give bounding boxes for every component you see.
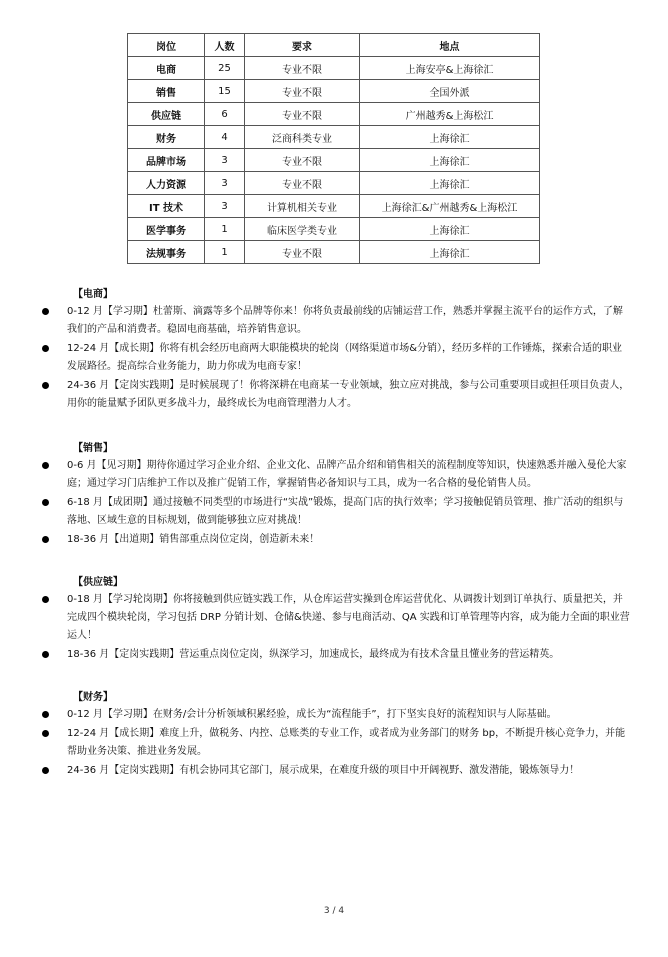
bullet-dot-icon: [42, 462, 49, 469]
section-title: 【供应链】: [73, 577, 123, 588]
cell-location: 上海徐汇: [360, 149, 540, 172]
bullet-dot-icon: [42, 730, 49, 737]
cell-role: 医学事务: [128, 218, 205, 241]
cell-location: 全国外派: [360, 80, 540, 103]
list-item: [40, 646, 632, 664]
table-row: [128, 195, 540, 218]
bullet-dot-icon: [42, 499, 49, 506]
bullet-dot-icon: [42, 711, 49, 718]
section-title: 【销售】: [73, 443, 113, 454]
table-row: [128, 218, 540, 241]
bullet-dot-icon: [42, 596, 49, 603]
cell-count: 25: [205, 57, 245, 80]
cell-requirement: 计算机相关专业: [245, 195, 360, 218]
bullet-list: [40, 706, 632, 780]
table-row: [128, 126, 540, 149]
cell-count: 4: [205, 126, 245, 149]
cell-role: 电商: [128, 57, 205, 80]
cell-requirement: 专业不限: [245, 57, 360, 80]
list-item-text: 12-24 月【成长期】难度上升，做税务、内控、总账类的专业工作，或者成为业务部门的财务 bp，不断提升核心竞争力，并能帮助业务决策、推进业务发展。: [67, 728, 626, 757]
list-item: [40, 457, 632, 493]
cell-location: 上海安亭&上海徐汇: [360, 57, 540, 80]
cell-count: 1: [205, 241, 245, 264]
cell-requirement: 专业不限: [245, 149, 360, 172]
list-item-text: 0-6 月【见习期】期待你通过学习企业介绍、企业文化、品牌产品介绍和销售相关的流程制度等知识，快速熟悉并融入曼伦大家庭；通过学习门店维护工作以及推广促销工作，掌握销售必备知识与工具，成为一名合格的曼伦销售人员。: [67, 460, 627, 489]
cell-role: 人力资源: [128, 172, 205, 195]
cell-count: 3: [205, 172, 245, 195]
cell-role: 销售: [128, 80, 205, 103]
bullet-dot-icon: [42, 536, 49, 543]
table-row: [128, 57, 540, 80]
list-item: [40, 303, 632, 339]
cell-count: 1: [205, 218, 245, 241]
cell-requirement: 泛商科类专业: [245, 126, 360, 149]
header-location: 地点: [360, 34, 540, 57]
cell-role: IT 技术: [128, 195, 205, 218]
cell-role: 法规事务: [128, 241, 205, 264]
section-title: 【电商】: [73, 289, 113, 300]
list-item: [40, 591, 632, 645]
positions-table: [127, 33, 540, 264]
cell-count: 15: [205, 80, 245, 103]
list-item-text: 24-36 月【定岗实践期】有机会协同其它部门，展示成果，在难度升级的项目中开阔视野、激发潜能，锻炼领导力！: [67, 765, 580, 776]
cell-location: 上海徐汇: [360, 218, 540, 241]
page-number: 3 / 4: [323, 906, 345, 916]
list-item: [40, 706, 632, 724]
table-row: [128, 103, 540, 126]
cell-role: 供应链: [128, 103, 205, 126]
list-item: [40, 377, 632, 413]
bullet-list: [40, 303, 632, 413]
list-item-text: 0-12 月【学习期】在财务/会计分析领域积累经验，成长为“流程能手”，打下坚实良好的流程知识与人际基础。: [67, 709, 557, 720]
bullet-dot-icon: [42, 308, 49, 315]
cell-location: 广州越秀&上海松江: [360, 103, 540, 126]
table-row: [128, 149, 540, 172]
list-item: [40, 531, 632, 549]
list-item-text: 18-36 月【出道期】销售部重点岗位定岗，创造新未来！: [67, 534, 320, 545]
section-sales: [40, 441, 632, 550]
cell-requirement: 专业不限: [245, 172, 360, 195]
cell-requirement: 专业不限: [245, 103, 360, 126]
table-row: [128, 241, 540, 264]
list-item-text: 6-18 月【成团期】通过接触不同类型的市场进行“实战”锻炼，提高门店的执行效率；学习接触促销员管理、推广活动的组织与落地、区域生意的目标规划，做到能够独立应对挑战！: [67, 497, 624, 526]
header-count: 人数: [205, 34, 245, 57]
table-header-row: [128, 34, 540, 57]
cell-role: 品牌市场: [128, 149, 205, 172]
cell-location: 上海徐汇: [360, 126, 540, 149]
bullet-dot-icon: [42, 651, 49, 658]
header-requirement: 要求: [245, 34, 360, 57]
section-finance: [40, 690, 632, 781]
list-item-text: 18-36 月【定岗实践期】营运重点岗位定岗，纵深学习，加速成长，最终成为有技术含量且懂业务的营运精英。: [67, 649, 560, 660]
list-item-text: 12-24 月【成长期】你将有机会经历电商两大职能模块的轮岗（网络渠道市场&分销），经历多样的工作锤炼，探索合适的职业发展路径。提高综合业务能力，助力你成为电商专家！: [67, 343, 623, 372]
section-ecommerce: [40, 287, 632, 414]
list-item: [40, 725, 632, 761]
table-row: [128, 80, 540, 103]
section-title: 【财务】: [73, 692, 113, 703]
section-supply-chain: [40, 575, 632, 665]
cell-role: 财务: [128, 126, 205, 149]
cell-requirement: 专业不限: [245, 241, 360, 264]
list-item-text: 24-36 月【定岗实践期】是时候展现了！你将深耕在电商某一专业领域，独立应对挑战，参与公司重要项目或担任项目负责人，用你的能量赋予团队更多战斗力，最终成长为电商管理潜力人才。: [67, 380, 630, 409]
cell-location: 上海徐汇: [360, 241, 540, 264]
list-item: [40, 762, 632, 780]
cell-count: 3: [205, 195, 245, 218]
bullet-dot-icon: [42, 767, 49, 774]
list-item: [40, 340, 632, 376]
bullet-dot-icon: [42, 345, 49, 352]
table-row: [128, 172, 540, 195]
cell-count: 6: [205, 103, 245, 126]
cell-requirement: 临床医学类专业: [245, 218, 360, 241]
cell-count: 3: [205, 149, 245, 172]
list-item: [40, 494, 632, 530]
bullet-list: [40, 457, 632, 549]
list-item-text: 0-12 月【学习期】杜蕾斯、滴露等多个品牌等你来！你将负责最前线的店铺运营工作，熟悉并掌握主流平台的运作方式，了解我们的产品和消费者。稳固电商基础，培养销售意识。: [67, 306, 623, 335]
cell-location: 上海徐汇&广州越秀&上海松江: [360, 195, 540, 218]
cell-location: 上海徐汇: [360, 172, 540, 195]
list-item-text: 0-18 月【学习轮岗期】你将接触到供应链实践工作，从仓库运营实操到仓库运营优化、从调拨计划到订单执行、质量把关，并完成四个模块轮岗，学习包括 DRP 分销计划、仓储&快递、参与电商活动、QA 实践和订单管理等内容，成为能力全面的职业营运人！: [67, 594, 630, 641]
bullet-dot-icon: [42, 382, 49, 389]
bullet-list: [40, 591, 632, 664]
header-role: 岗位: [128, 34, 205, 57]
cell-requirement: 专业不限: [245, 80, 360, 103]
